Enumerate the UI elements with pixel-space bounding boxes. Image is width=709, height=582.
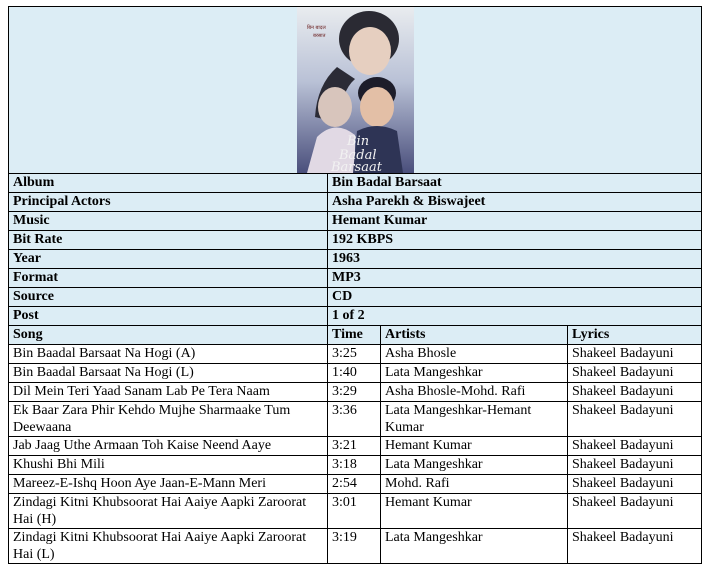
info-value: Bin Badal Barsaat — [328, 174, 702, 193]
info-label: Music — [9, 212, 328, 231]
cover-row — [9, 7, 702, 174]
info-row-7 — [9, 307, 702, 326]
song-time: 3:29 — [328, 383, 381, 402]
table-row — [9, 383, 702, 402]
song-artists: Mohd. Rafi — [381, 475, 568, 494]
info-row-4 — [9, 250, 702, 269]
info-label: Format — [9, 269, 328, 288]
song-time: 3:18 — [328, 456, 381, 475]
table-row — [9, 475, 702, 494]
info-label: Source — [9, 288, 328, 307]
album-cover-image — [297, 7, 414, 173]
cover-title-line-3: Barsaat — [330, 160, 382, 173]
header-time: Time — [328, 326, 381, 345]
info-value: CD — [328, 288, 702, 307]
table-row — [9, 364, 702, 383]
song-artists: Lata Mangeshkar-Hemant Kumar — [381, 402, 568, 437]
table-row — [9, 494, 702, 529]
song-time: 3:36 — [328, 402, 381, 437]
song-lyrics: Shakeel Badayuni — [568, 345, 702, 364]
info-row-0 — [9, 174, 702, 193]
info-label: Year — [9, 250, 328, 269]
info-label: Post — [9, 307, 328, 326]
table-row — [9, 402, 702, 437]
song-time: 1:40 — [328, 364, 381, 383]
song-lyrics: Shakeel Badayuni — [568, 529, 702, 564]
song-artists: Hemant Kumar — [381, 494, 568, 529]
album-info-table — [8, 6, 702, 564]
info-value: Hemant Kumar — [328, 212, 702, 231]
song-lyrics: Shakeel Badayuni — [568, 494, 702, 529]
cover-cell — [9, 7, 702, 174]
header-artists: Artists — [381, 326, 568, 345]
info-label: Bit Rate — [9, 231, 328, 250]
song-lyrics: Shakeel Badayuni — [568, 383, 702, 402]
song-artists: Lata Mangeshkar — [381, 456, 568, 475]
info-row-2 — [9, 212, 702, 231]
song-lyrics: Shakeel Badayuni — [568, 475, 702, 494]
song-time: 3:01 — [328, 494, 381, 529]
song-lyrics: Shakeel Badayuni — [568, 402, 702, 437]
song-lyrics: Shakeel Badayuni — [568, 456, 702, 475]
info-value: MP3 — [328, 269, 702, 288]
song-time: 3:21 — [328, 437, 381, 456]
info-value: Asha Parekh & Biswajeet — [328, 193, 702, 212]
header-lyrics: Lyrics — [568, 326, 702, 345]
table-row — [9, 345, 702, 364]
cover-corner-text-2: बरसात — [312, 33, 325, 39]
song-song: Mareez-E-Ishq Hoon Aye Jaan-E-Mann Meri — [9, 475, 328, 494]
actor-face — [360, 87, 394, 127]
song-artists: Hemant Kumar — [381, 437, 568, 456]
song-song: Dil Mein Teri Yaad Sanam Lab Pe Tera Naam — [9, 383, 328, 402]
table-row — [9, 529, 702, 564]
song-time: 3:19 — [328, 529, 381, 564]
info-value: 1 of 2 — [328, 307, 702, 326]
song-song: Zindagi Kitni Khubsoorat Hai Aaiye Aapki Zaroorat Hai (L) — [9, 529, 328, 564]
song-song: Bin Baadal Barsaat Na Hogi (L) — [9, 364, 328, 383]
song-lyrics: Shakeel Badayuni — [568, 437, 702, 456]
song-song: Bin Baadal Barsaat Na Hogi (A) — [9, 345, 328, 364]
song-song: Zindagi Kitni Khubsoorat Hai Aaiye Aapki Zaroorat Hai (H) — [9, 494, 328, 529]
info-row-6 — [9, 288, 702, 307]
song-lyrics: Shakeel Badayuni — [568, 364, 702, 383]
song-song: Khushi Bhi Mili — [9, 456, 328, 475]
song-artists: Lata Mangeshkar — [381, 529, 568, 564]
info-row-3 — [9, 231, 702, 250]
song-time: 2:54 — [328, 475, 381, 494]
song-artists: Asha Bhosle — [381, 345, 568, 364]
info-value: 1963 — [328, 250, 702, 269]
table-row — [9, 456, 702, 475]
header-song: Song — [9, 326, 328, 345]
songs-header-row — [9, 326, 702, 345]
actress-two-face — [318, 87, 352, 127]
info-value: 192 KBPS — [328, 231, 702, 250]
song-artists: Asha Bhosle-Mohd. Rafi — [381, 383, 568, 402]
cover-title-line-1: Bin — [346, 134, 369, 149]
song-time: 3:25 — [328, 345, 381, 364]
cover-corner-text-1: बिन बादल — [306, 25, 326, 31]
table-row — [9, 437, 702, 456]
info-row-5 — [9, 269, 702, 288]
info-label: Album — [9, 174, 328, 193]
info-label: Principal Actors — [9, 193, 328, 212]
song-song: Ek Baar Zara Phir Kehdo Mujhe Sharmaake Tum Deewaana — [9, 402, 328, 437]
actress-face — [349, 27, 391, 75]
album-info-body — [9, 7, 702, 564]
cover-title-line-2: Badal — [338, 148, 377, 163]
song-song: Jab Jaag Uthe Armaan Toh Kaise Neend Aaye — [9, 437, 328, 456]
info-row-1 — [9, 193, 702, 212]
song-artists: Lata Mangeshkar — [381, 364, 568, 383]
